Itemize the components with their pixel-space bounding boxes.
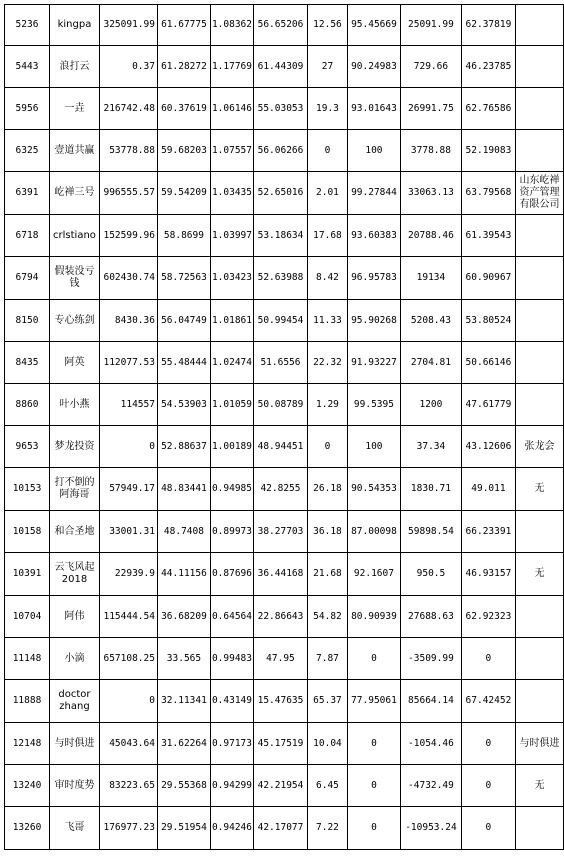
cell-value-6: 96.95783 [347,257,400,300]
cell-value-3: 0.94985 [210,468,253,511]
cell-value-4: 61.44309 [253,46,307,88]
table-row [5,553,564,596]
table-row [5,765,564,807]
cell-value-7: 729.66 [400,46,461,88]
cell-id: 13240 [5,765,50,807]
cell-id: 6794 [5,257,50,300]
cell-value-3: 0.64564 [210,596,253,638]
cell-value-5: 21.68 [307,553,347,596]
cell-note [515,807,563,850]
cell-value-3: 1.03435 [210,172,253,215]
cell-value-7: -1054.46 [400,723,461,765]
cell-value-1: 114557 [99,384,157,426]
cell-value-5: 0 [307,426,347,468]
cell-value-6: 100 [347,130,400,172]
cell-note: 无 [515,468,563,511]
table-row [5,130,564,172]
cell-value-5: 0 [307,130,347,172]
cell-value-8: 0 [461,638,515,680]
cell-name: 云飞风起2018 [49,553,99,596]
cell-name: 小滴 [49,638,99,680]
cell-value-8: 61.39543 [461,215,515,257]
table-row [5,807,564,850]
cell-name: 与时俱进 [49,723,99,765]
cell-value-5: 12.56 [307,5,347,46]
cell-value-5: 22.32 [307,342,347,384]
cell-id: 5443 [5,46,50,88]
cell-value-5: 2.01 [307,172,347,215]
cell-value-1: 176977.23 [99,807,157,850]
cell-note [515,130,563,172]
cell-value-2: 56.04749 [157,300,210,342]
cell-value-3: 0.89973 [210,511,253,553]
cell-value-4: 47.95 [253,638,307,680]
table-row [5,511,564,553]
cell-value-6: 90.54353 [347,468,400,511]
cell-value-8: 46.23785 [461,46,515,88]
cell-note: 张龙会 [515,426,563,468]
cell-value-2: 60.37619 [157,88,210,130]
cell-value-6: 0 [347,723,400,765]
table-row [5,638,564,680]
table-row [5,426,564,468]
cell-note [515,638,563,680]
cell-value-7: 20788.46 [400,215,461,257]
cell-id: 8435 [5,342,50,384]
cell-value-4: 56.65206 [253,5,307,46]
table-row [5,257,564,300]
cell-value-2: 33.565 [157,638,210,680]
cell-value-3: 0.94246 [210,807,253,850]
cell-value-6: 100 [347,426,400,468]
cell-name: 叶小燕 [49,384,99,426]
cell-value-3: 0.94299 [210,765,253,807]
cell-value-1: 602430.74 [99,257,157,300]
cell-value-7: 33063.13 [400,172,461,215]
cell-id: 6718 [5,215,50,257]
cell-value-1: 996555.57 [99,172,157,215]
cell-note [515,5,563,46]
cell-value-4: 50.99454 [253,300,307,342]
cell-value-2: 32.11341 [157,680,210,723]
cell-value-2: 54.53903 [157,384,210,426]
cell-id: 5956 [5,88,50,130]
cell-name: 打不倒的阿海哥 [49,468,99,511]
cell-value-4: 48.94451 [253,426,307,468]
cell-value-4: 50.08789 [253,384,307,426]
cell-value-1: 33001.31 [99,511,157,553]
cell-value-5: 27 [307,46,347,88]
cell-note [515,511,563,553]
cell-value-4: 42.8255 [253,468,307,511]
cell-value-3: 1.08362 [210,5,253,46]
cell-value-7: -3509.99 [400,638,461,680]
cell-value-4: 36.44168 [253,553,307,596]
cell-value-2: 31.62264 [157,723,210,765]
cell-value-1: 115444.54 [99,596,157,638]
cell-value-8: 63.79568 [461,172,515,215]
cell-id: 10391 [5,553,50,596]
cell-value-2: 44.11156 [157,553,210,596]
cell-value-1: 22939.9 [99,553,157,596]
table-row [5,680,564,723]
cell-value-3: 1.00189 [210,426,253,468]
cell-name: 阿伟 [49,596,99,638]
cell-value-2: 52.88637 [157,426,210,468]
cell-id: 9653 [5,426,50,468]
cell-value-7: 3778.88 [400,130,461,172]
cell-value-8: 47.61779 [461,384,515,426]
cell-note [515,596,563,638]
cell-value-8: 53.80524 [461,300,515,342]
cell-value-3: 1.03997 [210,215,253,257]
cell-value-4: 55.03053 [253,88,307,130]
cell-name: 壹道共赢 [49,130,99,172]
cell-value-3: 1.02474 [210,342,253,384]
cell-value-4: 42.21954 [253,765,307,807]
cell-value-6: 0 [347,638,400,680]
cell-value-5: 1.29 [307,384,347,426]
cell-value-2: 59.68203 [157,130,210,172]
table-row [5,172,564,215]
cell-value-8: 0 [461,723,515,765]
cell-name: 专心练剑 [49,300,99,342]
cell-value-6: 77.95061 [347,680,400,723]
cell-value-6: 90.24983 [347,46,400,88]
cell-value-1: 325091.99 [99,5,157,46]
table-body [5,5,564,850]
cell-value-2: 58.72563 [157,257,210,300]
cell-name: 梦龙投资 [49,426,99,468]
cell-value-5: 54.82 [307,596,347,638]
cell-value-7: -4732.49 [400,765,461,807]
cell-value-6: 0 [347,765,400,807]
cell-name: 假装没亏钱 [49,257,99,300]
cell-value-3: 0.99483 [210,638,253,680]
cell-value-8: 0 [461,765,515,807]
cell-name: crlstiano [49,215,99,257]
cell-value-3: 1.03423 [210,257,253,300]
cell-value-8: 62.76586 [461,88,515,130]
cell-note: 山东屹禅资产管理有限公司 [515,172,563,215]
cell-id: 8860 [5,384,50,426]
cell-value-7: -10953.24 [400,807,461,850]
cell-value-2: 61.67775 [157,5,210,46]
cell-id: 8150 [5,300,50,342]
cell-value-8: 62.37819 [461,5,515,46]
cell-value-2: 29.51954 [157,807,210,850]
cell-id: 13260 [5,807,50,850]
cell-value-8: 43.12606 [461,426,515,468]
cell-value-1: 0 [99,426,157,468]
cell-value-2: 61.28272 [157,46,210,88]
cell-value-6: 99.27844 [347,172,400,215]
cell-value-5: 17.68 [307,215,347,257]
table-row [5,468,564,511]
cell-value-8: 66.23391 [461,511,515,553]
cell-value-1: 8430.36 [99,300,157,342]
cell-note [515,384,563,426]
table-row [5,596,564,638]
cell-value-6: 93.60383 [347,215,400,257]
cell-note: 与时俱进 [515,723,563,765]
cell-value-8: 0 [461,807,515,850]
cell-value-1: 57949.17 [99,468,157,511]
cell-value-7: 85664.14 [400,680,461,723]
cell-value-2: 36.68209 [157,596,210,638]
cell-value-7: 950.5 [400,553,461,596]
cell-value-2: 58.8699 [157,215,210,257]
cell-value-4: 42.17077 [253,807,307,850]
cell-value-4: 52.63988 [253,257,307,300]
cell-name: kingpa [49,5,99,46]
cell-value-8: 67.42452 [461,680,515,723]
cell-value-3: 1.06146 [210,88,253,130]
cell-value-3: 0.43149 [210,680,253,723]
cell-value-3: 1.01861 [210,300,253,342]
cell-value-8: 60.90967 [461,257,515,300]
cell-id: 6325 [5,130,50,172]
cell-value-8: 52.19083 [461,130,515,172]
cell-id: 10158 [5,511,50,553]
cell-value-4: 15.47635 [253,680,307,723]
cell-value-6: 95.45669 [347,5,400,46]
cell-value-6: 80.90939 [347,596,400,638]
cell-value-1: 45043.64 [99,723,157,765]
cell-value-5: 19.3 [307,88,347,130]
cell-value-1: 152599.96 [99,215,157,257]
cell-value-1: 83223.65 [99,765,157,807]
cell-note [515,342,563,384]
cell-value-6: 92.1607 [347,553,400,596]
cell-value-7: 5208.43 [400,300,461,342]
cell-value-3: 0.97173 [210,723,253,765]
cell-note [515,257,563,300]
table-row [5,300,564,342]
cell-value-5: 65.37 [307,680,347,723]
cell-value-7: 2704.81 [400,342,461,384]
cell-value-7: 1830.71 [400,468,461,511]
cell-value-8: 62.92323 [461,596,515,638]
cell-value-5: 26.18 [307,468,347,511]
cell-name: 阿英 [49,342,99,384]
cell-value-8: 46.93157 [461,553,515,596]
cell-value-4: 52.65016 [253,172,307,215]
cell-value-3: 1.17769 [210,46,253,88]
cell-note [515,215,563,257]
cell-value-1: 0.37 [99,46,157,88]
cell-name: 飞哥 [49,807,99,850]
cell-value-5: 10.04 [307,723,347,765]
cell-id: 10153 [5,468,50,511]
cell-value-8: 49.011 [461,468,515,511]
cell-value-6: 0 [347,807,400,850]
cell-name: 审时度势 [49,765,99,807]
cell-value-5: 6.45 [307,765,347,807]
cell-value-2: 59.54209 [157,172,210,215]
cell-note: 无 [515,553,563,596]
cell-value-7: 1200 [400,384,461,426]
cell-value-3: 1.01059 [210,384,253,426]
cell-value-7: 37.34 [400,426,461,468]
cell-value-4: 38.27703 [253,511,307,553]
cell-name: doctor zhang [49,680,99,723]
cell-note [515,680,563,723]
cell-value-6: 99.5395 [347,384,400,426]
cell-value-3: 1.07557 [210,130,253,172]
cell-id: 11888 [5,680,50,723]
table-row [5,384,564,426]
cell-value-1: 112077.53 [99,342,157,384]
cell-value-1: 216742.48 [99,88,157,130]
cell-value-2: 55.48444 [157,342,210,384]
cell-value-7: 27688.63 [400,596,461,638]
cell-value-1: 657108.25 [99,638,157,680]
cell-value-5: 11.33 [307,300,347,342]
cell-id: 5236 [5,5,50,46]
cell-value-5: 7.87 [307,638,347,680]
cell-value-4: 45.17519 [253,723,307,765]
cell-id: 6391 [5,172,50,215]
cell-id: 10704 [5,596,50,638]
cell-name: 浪打云 [49,46,99,88]
cell-value-5: 36.18 [307,511,347,553]
cell-value-4: 56.06266 [253,130,307,172]
table-row [5,46,564,88]
cell-value-7: 25091.99 [400,5,461,46]
ranking-table [4,4,564,850]
cell-value-1: 0 [99,680,157,723]
cell-value-4: 22.86643 [253,596,307,638]
cell-name: 一垚 [49,88,99,130]
cell-value-6: 95.90268 [347,300,400,342]
table-row [5,88,564,130]
cell-value-6: 93.01643 [347,88,400,130]
cell-value-2: 48.7408 [157,511,210,553]
cell-value-3: 0.87696 [210,553,253,596]
cell-value-4: 51.6556 [253,342,307,384]
table-row [5,5,564,46]
cell-note [515,88,563,130]
table-row [5,215,564,257]
cell-value-7: 19134 [400,257,461,300]
cell-value-4: 53.18634 [253,215,307,257]
cell-value-1: 53778.88 [99,130,157,172]
cell-note: 无 [515,765,563,807]
cell-value-5: 8.42 [307,257,347,300]
cell-value-6: 87.00098 [347,511,400,553]
cell-id: 11148 [5,638,50,680]
cell-value-7: 26991.75 [400,88,461,130]
cell-name: 和合圣地 [49,511,99,553]
cell-value-7: 59898.54 [400,511,461,553]
cell-note [515,300,563,342]
table-row [5,723,564,765]
cell-id: 12148 [5,723,50,765]
cell-value-6: 91.93227 [347,342,400,384]
cell-name: 屹禅三号 [49,172,99,215]
cell-value-8: 50.66146 [461,342,515,384]
cell-note [515,46,563,88]
cell-value-2: 29.55368 [157,765,210,807]
cell-value-2: 48.83441 [157,468,210,511]
cell-value-5: 7.22 [307,807,347,850]
table-row [5,342,564,384]
